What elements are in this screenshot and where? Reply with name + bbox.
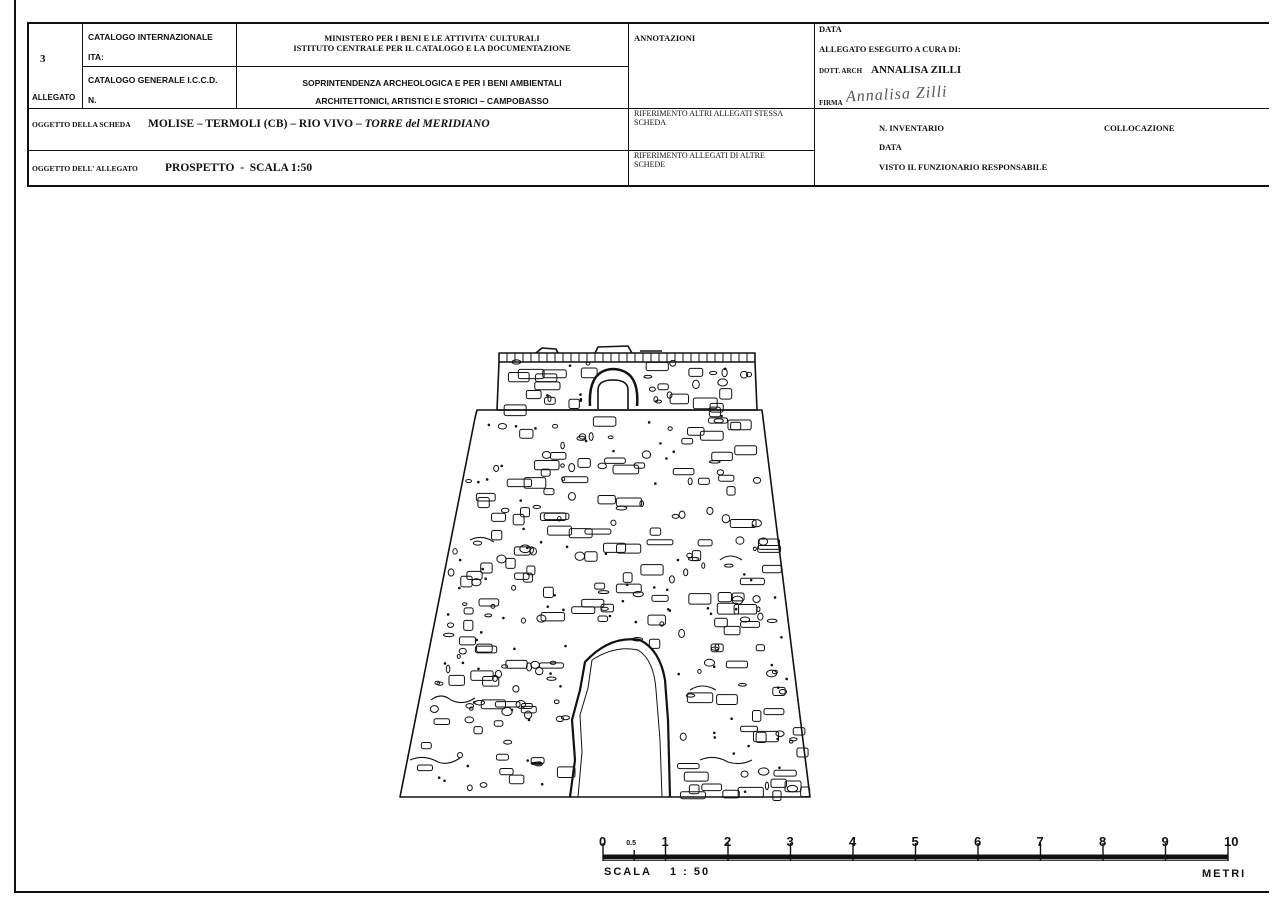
scale-tick-label: 9 <box>1161 834 1169 849</box>
allegato-eseguito-label: ALLEGATO ESEGUITO A CURA DI: <box>819 44 961 54</box>
allegato-number: 3 <box>40 53 46 65</box>
signature: Annalisa Zilli <box>845 83 948 106</box>
oggetto-allegato-label: OGGETTO DELL' ALLEGATO <box>32 164 138 173</box>
doorway <box>570 639 670 797</box>
n-inventario-label: N. INVENTARIO <box>879 123 945 133</box>
scale-tick-label: 5 <box>911 834 919 849</box>
unit-label: METRI <box>1202 868 1247 880</box>
scala-value: 1 : 50 <box>670 866 711 878</box>
scale-tick-label: 1 <box>661 834 669 849</box>
visto-label: VISTO IL FUNZIONARIO RESPONSABILE <box>879 162 1048 172</box>
scale-tick-label: 8 <box>1099 834 1107 849</box>
rif-altre-schede: RIFERIMENTO ALLEGATI DI ALTRE SCHEDE <box>634 151 765 169</box>
ita-label: ITA: <box>88 52 104 62</box>
scala-label: SCALA <box>604 866 652 878</box>
allegato-label: ALLEGATO <box>32 93 76 102</box>
collocazione-label: COLLOCAZIONE <box>1104 123 1175 133</box>
author-name: ANNALISA ZILLI <box>871 64 962 76</box>
data-label-2: DATA <box>879 142 902 152</box>
oggetto-scheda-label: OGGETTO DELLA SCHEDA <box>32 120 131 129</box>
dott-arch-label: DOTT. ARCH <box>819 67 863 75</box>
rif-stessa-scheda: RIFERIMENTO ALTRI ALLEGATI STESSA SCHEDA <box>634 109 784 127</box>
scale-tick-label: 10 <box>1224 834 1239 849</box>
soprintendenza-line2: ARCHITETTONICI, ARTISTICI E STORICI – CAMPOBASSO <box>315 96 549 106</box>
scale-tick-label: 3 <box>786 834 794 849</box>
annotazioni-label: ANNOTAZIONI <box>634 33 696 43</box>
data-label: DATA <box>819 24 842 34</box>
scale-tick-label: 0 <box>599 834 607 849</box>
oggetto-scheda-value: MOLISE – TERMOLI (CB) – RIO VIVO – TORRE del MERIDIANO <box>148 118 490 130</box>
catalogo-generale: CATALOGO GENERALE I.C.C.D. <box>88 75 218 85</box>
scale-tick-label: 6 <box>974 834 982 849</box>
oggetto-allegato-value: PROSPETTO - SCALA 1:50 <box>165 162 313 174</box>
soprintendenza-line1: SOPRINTENDENZA ARCHEOLOGICA E PER I BENI AMBIENTALI <box>302 78 562 88</box>
ministero-line2: ISTITUTO CENTRALE PER IL CATALOGO E LA DOCUMENTAZIONE <box>293 43 571 53</box>
catalogo-internazionale: CATALOGO INTERNAZIONALE <box>88 32 213 42</box>
scale-tick-label: 7 <box>1036 834 1044 849</box>
scale-tick-label: 0.5 <box>626 840 636 847</box>
scale-tick-label: 2 <box>724 834 732 849</box>
firma-label: FIRMA <box>819 99 843 107</box>
ministero-line1: MINISTERO PER I BENI E LE ATTIVITA' CULTURALI <box>324 33 540 43</box>
scale-tick-label: 4 <box>849 834 857 849</box>
n-label: N. <box>88 95 97 105</box>
